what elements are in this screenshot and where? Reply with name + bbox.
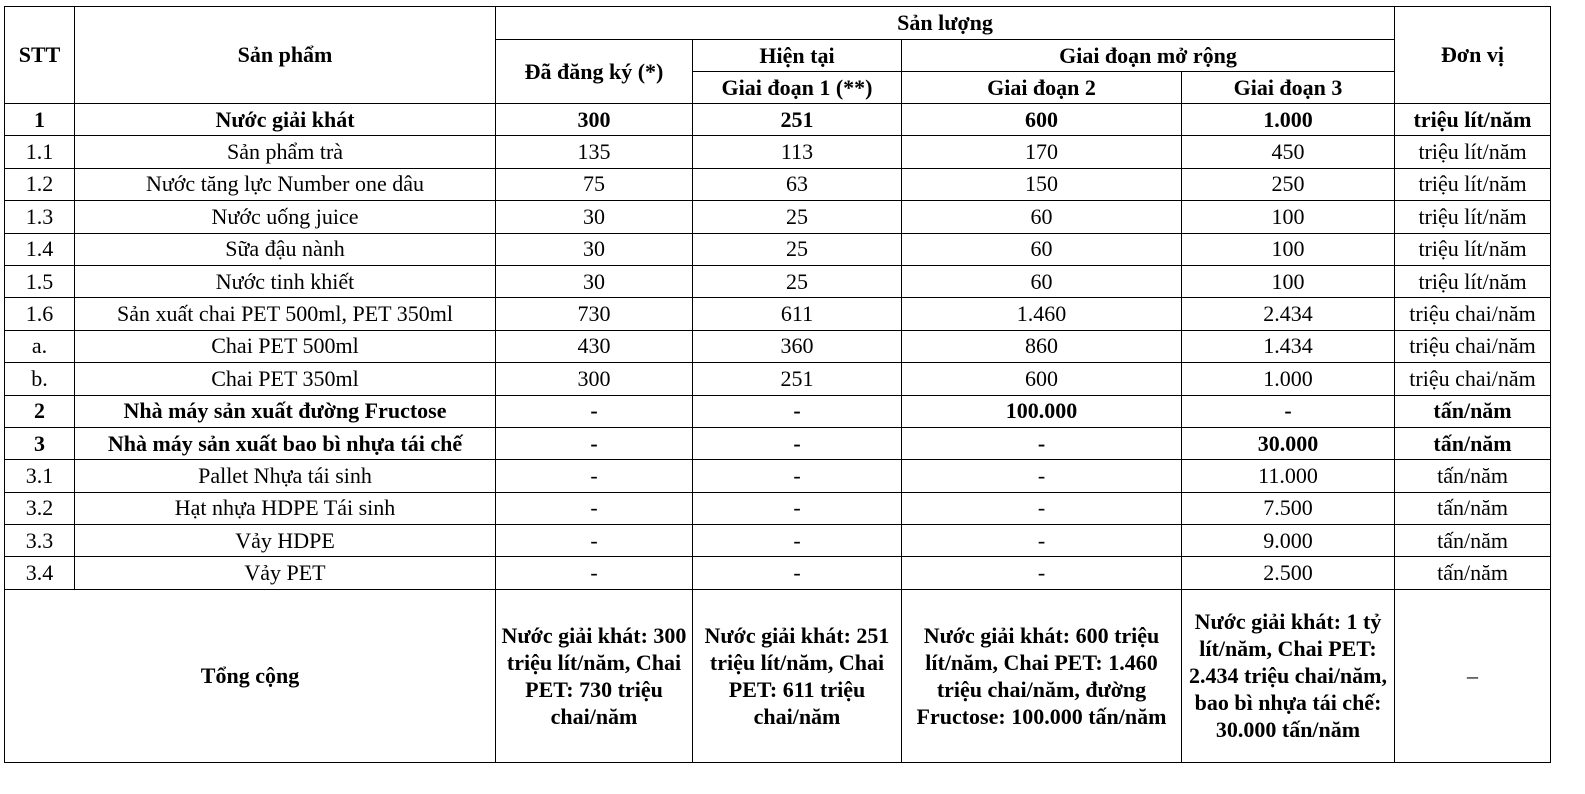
table-row xyxy=(5,265,1551,297)
cell-registered: 300 xyxy=(496,104,693,136)
cell-phase2: 100.000 xyxy=(902,395,1182,427)
cell-registered: 30 xyxy=(496,233,693,265)
cell-phase2: - xyxy=(902,525,1182,557)
cell-product: Sản xuất chai PET 500ml, PET 350ml xyxy=(75,298,496,330)
cell-phase3: - xyxy=(1182,395,1395,427)
cell-stt: 3.1 xyxy=(5,460,75,492)
cell-phase3: 100 xyxy=(1182,233,1395,265)
cell-stt: 3.4 xyxy=(5,557,75,589)
cell-phase2: 600 xyxy=(902,363,1182,395)
cell-phase2: 60 xyxy=(902,265,1182,297)
cell-registered: 30 xyxy=(496,265,693,297)
cell-unit: tấn/năm xyxy=(1395,525,1551,557)
total-row xyxy=(5,589,1551,762)
cell-phase1: - xyxy=(693,557,902,589)
total-phase3: Nước giải khát: 1 tỷ lít/năm, Chai PET: 2.434 triệu chai/năm, bao bì nhựa tái chế: 30.000 tấn/năm xyxy=(1182,589,1395,762)
cell-product: Nước tăng lực Number one dâu xyxy=(75,168,496,200)
cell-unit: triệu chai/năm xyxy=(1395,363,1551,395)
cell-phase3: 11.000 xyxy=(1182,460,1395,492)
cell-phase3: 100 xyxy=(1182,201,1395,233)
cell-registered: - xyxy=(496,492,693,524)
cell-product: Pallet Nhựa tái sinh xyxy=(75,460,496,492)
cell-product: Sữa đậu nành xyxy=(75,233,496,265)
cell-phase1: - xyxy=(693,427,902,459)
cell-phase2: - xyxy=(902,427,1182,459)
cell-phase3: 450 xyxy=(1182,136,1395,168)
cell-stt: 1.2 xyxy=(5,168,75,200)
cell-phase2: - xyxy=(902,557,1182,589)
table-row xyxy=(5,525,1551,557)
cell-phase1: 25 xyxy=(693,233,902,265)
cell-unit: triệu lít/năm xyxy=(1395,168,1551,200)
cell-product: Vảy HDPE xyxy=(75,525,496,557)
total-label: Tổng cộng xyxy=(5,589,496,762)
cell-registered: 75 xyxy=(496,168,693,200)
header-phase3: Giai đoạn 3 xyxy=(1182,72,1395,104)
cell-stt: 1.6 xyxy=(5,298,75,330)
cell-phase3: 30.000 xyxy=(1182,427,1395,459)
cell-phase2: - xyxy=(902,460,1182,492)
production-output-table xyxy=(4,6,1551,763)
header-phase2: Giai đoạn 2 xyxy=(902,72,1182,104)
cell-phase1: - xyxy=(693,460,902,492)
cell-stt: 3.2 xyxy=(5,492,75,524)
cell-stt: b. xyxy=(5,363,75,395)
table-row xyxy=(5,395,1551,427)
table-row xyxy=(5,298,1551,330)
header-phase1: Giai đoạn 1 (**) xyxy=(693,72,902,104)
cell-product: Nhà máy sản xuất đường Fructose xyxy=(75,395,496,427)
cell-stt: 1.4 xyxy=(5,233,75,265)
cell-phase1: 251 xyxy=(693,363,902,395)
table-row xyxy=(5,460,1551,492)
cell-product: Nhà máy sản xuất bao bì nhựa tái chế xyxy=(75,427,496,459)
cell-stt: 1.5 xyxy=(5,265,75,297)
table-row xyxy=(5,330,1551,362)
cell-unit: triệu lít/năm xyxy=(1395,201,1551,233)
cell-phase3: 100 xyxy=(1182,265,1395,297)
cell-registered: - xyxy=(496,427,693,459)
cell-phase3: 9.000 xyxy=(1182,525,1395,557)
table-row xyxy=(5,104,1551,136)
cell-product: Vảy PET xyxy=(75,557,496,589)
cell-stt: 2 xyxy=(5,395,75,427)
cell-stt: 3.3 xyxy=(5,525,75,557)
cell-phase1: - xyxy=(693,525,902,557)
cell-product: Nước giải khát xyxy=(75,104,496,136)
header-unit: Đơn vị xyxy=(1395,7,1551,104)
cell-phase3: 2.500 xyxy=(1182,557,1395,589)
table-row xyxy=(5,201,1551,233)
cell-stt: 1.3 xyxy=(5,201,75,233)
cell-phase3: 7.500 xyxy=(1182,492,1395,524)
cell-phase3: 2.434 xyxy=(1182,298,1395,330)
cell-phase2: 170 xyxy=(902,136,1182,168)
cell-unit: triệu lít/năm xyxy=(1395,104,1551,136)
header-registered: Đã đăng ký (*) xyxy=(496,40,693,104)
cell-phase3: 1.000 xyxy=(1182,363,1395,395)
cell-registered: 430 xyxy=(496,330,693,362)
cell-registered: 300 xyxy=(496,363,693,395)
cell-unit: triệu chai/năm xyxy=(1395,330,1551,362)
header-stt: STT xyxy=(5,7,75,104)
cell-registered: 135 xyxy=(496,136,693,168)
cell-stt: 1.1 xyxy=(5,136,75,168)
cell-phase3: 250 xyxy=(1182,168,1395,200)
cell-phase3: 1.434 xyxy=(1182,330,1395,362)
header-expansion: Giai đoạn mở rộng xyxy=(902,40,1395,72)
header-current: Hiện tại xyxy=(693,40,902,72)
cell-product: Hạt nhựa HDPE Tái sinh xyxy=(75,492,496,524)
cell-phase2: 60 xyxy=(902,233,1182,265)
cell-phase1: 611 xyxy=(693,298,902,330)
cell-phase2: 150 xyxy=(902,168,1182,200)
total-phase1: Nước giải khát: 251 triệu lít/năm, Chai PET: 611 triệu chai/năm xyxy=(693,589,902,762)
cell-phase2: 600 xyxy=(902,104,1182,136)
total-registered: Nước giải khát: 300 triệu lít/năm, Chai PET: 730 triệu chai/năm xyxy=(496,589,693,762)
header-product: Sản phẩm xyxy=(75,7,496,104)
cell-stt: 3 xyxy=(5,427,75,459)
cell-phase1: 25 xyxy=(693,201,902,233)
table-row xyxy=(5,136,1551,168)
table-row xyxy=(5,363,1551,395)
cell-registered: - xyxy=(496,395,693,427)
cell-phase2: 860 xyxy=(902,330,1182,362)
cell-phase2: 60 xyxy=(902,201,1182,233)
cell-product: Nước uống juice xyxy=(75,201,496,233)
cell-phase2: - xyxy=(902,492,1182,524)
cell-unit: tấn/năm xyxy=(1395,427,1551,459)
cell-registered: 730 xyxy=(496,298,693,330)
cell-unit: tấn/năm xyxy=(1395,557,1551,589)
table-row xyxy=(5,168,1551,200)
table-row xyxy=(5,233,1551,265)
cell-phase1: - xyxy=(693,395,902,427)
table-row xyxy=(5,557,1551,589)
cell-unit: triệu lít/năm xyxy=(1395,265,1551,297)
cell-registered: 30 xyxy=(496,201,693,233)
cell-product: Chai PET 350ml xyxy=(75,363,496,395)
cell-phase1: 113 xyxy=(693,136,902,168)
cell-phase1: - xyxy=(693,492,902,524)
cell-unit: triệu lít/năm xyxy=(1395,136,1551,168)
cell-registered: - xyxy=(496,525,693,557)
cell-stt: a. xyxy=(5,330,75,362)
total-unit: – xyxy=(1395,589,1551,762)
cell-phase1: 360 xyxy=(693,330,902,362)
cell-unit: triệu lít/năm xyxy=(1395,233,1551,265)
cell-registered: - xyxy=(496,460,693,492)
cell-phase1: 25 xyxy=(693,265,902,297)
cell-product: Sản phẩm trà xyxy=(75,136,496,168)
cell-phase3: 1.000 xyxy=(1182,104,1395,136)
cell-product: Nước tinh khiết xyxy=(75,265,496,297)
table-row xyxy=(5,492,1551,524)
table-body xyxy=(5,104,1551,590)
cell-unit: tấn/năm xyxy=(1395,460,1551,492)
cell-unit: tấn/năm xyxy=(1395,395,1551,427)
cell-unit: triệu chai/năm xyxy=(1395,298,1551,330)
cell-phase1: 63 xyxy=(693,168,902,200)
cell-phase2: 1.460 xyxy=(902,298,1182,330)
cell-registered: - xyxy=(496,557,693,589)
cell-phase1: 251 xyxy=(693,104,902,136)
table-row xyxy=(5,427,1551,459)
cell-unit: tấn/năm xyxy=(1395,492,1551,524)
cell-stt: 1 xyxy=(5,104,75,136)
cell-product: Chai PET 500ml xyxy=(75,330,496,362)
total-phase2: Nước giải khát: 600 triệu lít/năm, Chai PET: 1.460 triệu chai/năm, đường Fructose: 100.000 tấn/năm xyxy=(902,589,1182,762)
header-output: Sản lượng xyxy=(496,7,1395,40)
